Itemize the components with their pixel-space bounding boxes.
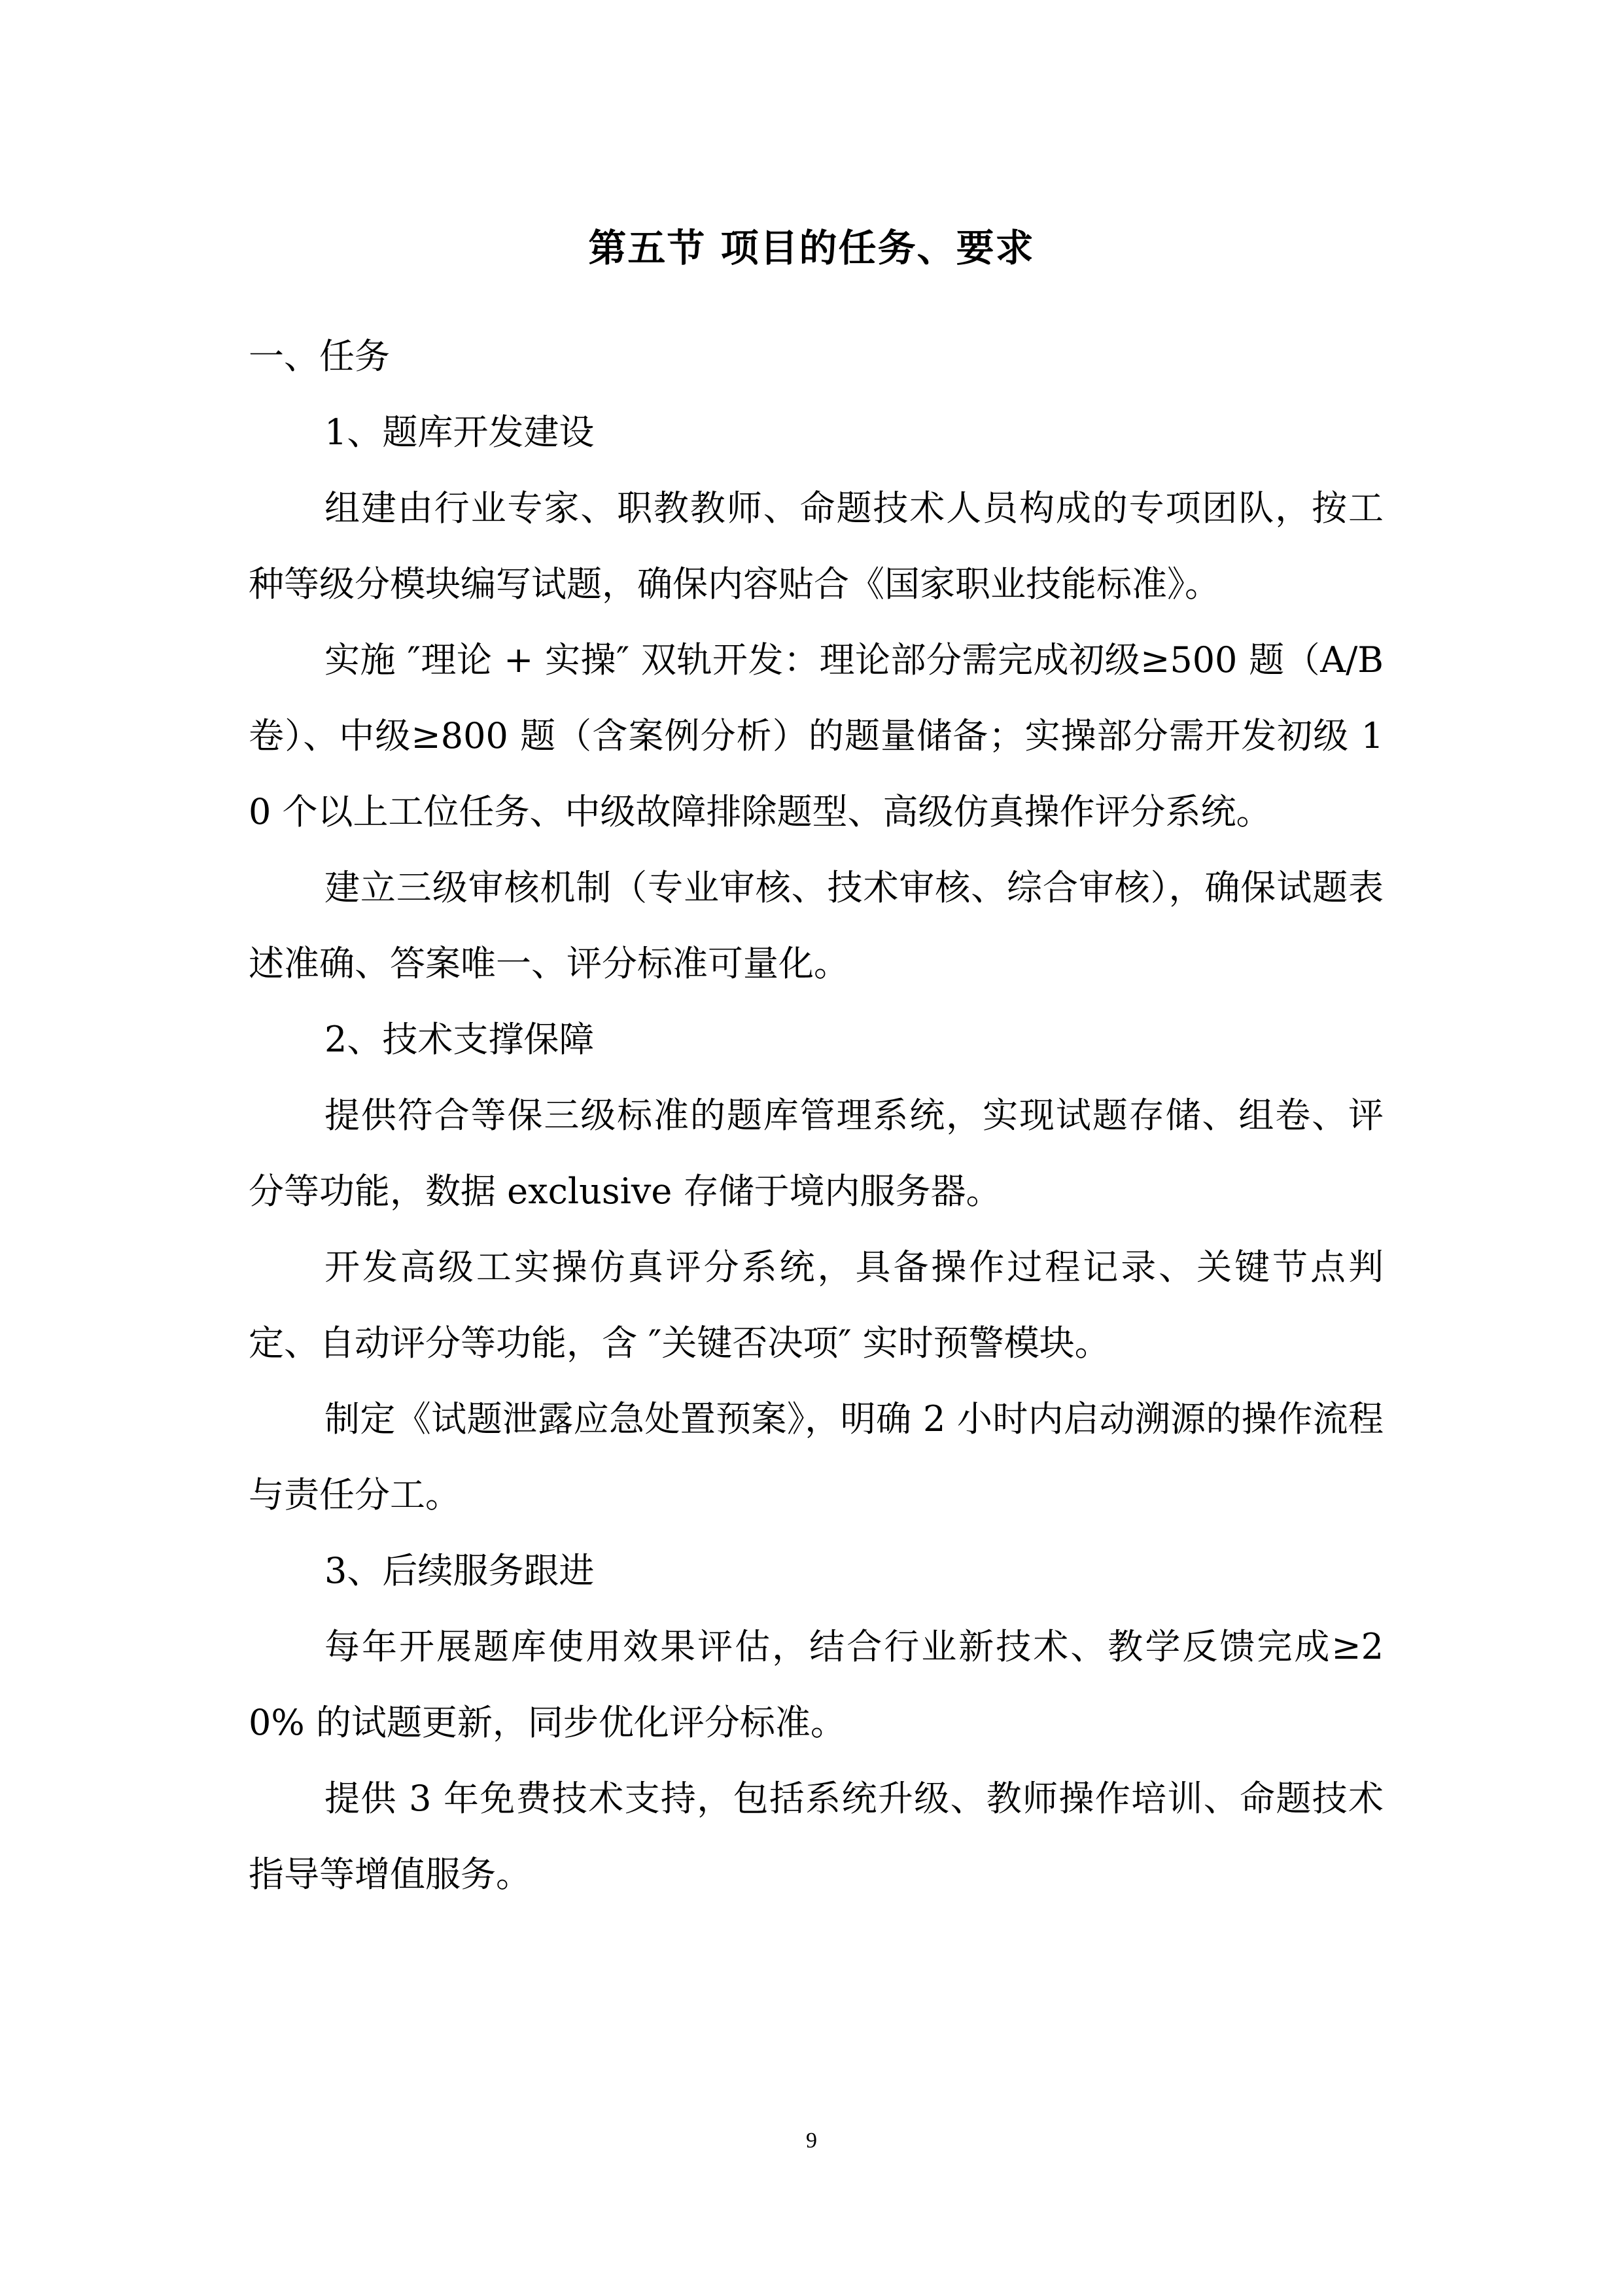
paragraph-review-mechanism: 建立三级审核机制（专业审核、技术审核、综合审核），确保试题表述准确、答案唯一、评分标准可量化。 bbox=[249, 867, 1384, 984]
subheading-question-bank: 1、题库开发建设 bbox=[324, 412, 595, 453]
document-body bbox=[249, 319, 1384, 1913]
subheading-follow-up-service: 3、后续服务跟进 bbox=[324, 1550, 595, 1591]
page-title: 第五节 项目的任务、要求 bbox=[588, 225, 1035, 270]
paragraph-technical-support: 提供 3 年免费技术支持，包括系统升级、教师操作培训、命题技术指导等增值服务。 bbox=[249, 1778, 1384, 1895]
paragraph-dual-track: 实施 ″理论 + 实操″ 双轨开发：理论部分需完成初级≥500 题（A/B 卷）、中级≥800 题（含案例分析）的题量储备；实操部分需开发初级 10 个以上工位任务、中级故障排除题型、高级仿真操作评分系统。 bbox=[249, 639, 1384, 832]
paragraph-simulation-system: 开发高级工实操仿真评分系统，具备操作过程记录、关键节点判定、自动评分等功能，含 ″关键否决项″ 实时预警模块。 bbox=[249, 1246, 1384, 1364]
paragraph-team: 组建由行业专家、职教教师、命题技术人员构成的专项团队，按工种等级分模块编写试题，确保内容贴合《国家职业技能标准》。 bbox=[249, 487, 1384, 605]
paragraph-annual-evaluation: 每年开展题库使用效果评估，结合行业新技术、教学反馈完成≥20% 的试题更新，同步优化评分标准。 bbox=[249, 1626, 1384, 1743]
paragraph-emergency-plan: 制定《试题泄露应急处置预案》，明确 2 小时内启动溯源的操作流程与责任分工。 bbox=[249, 1398, 1384, 1515]
page-number: 9 bbox=[806, 2128, 817, 2153]
paragraph-management-system: 提供符合等保三级标准的题库管理系统，实现试题存储、组卷、评分等功能，数据 exclusive 存储于境内服务器。 bbox=[249, 1095, 1384, 1212]
section-heading-tasks: 一、任务 bbox=[249, 336, 390, 377]
subheading-technical-support: 2、技术支撑保障 bbox=[324, 1019, 595, 1060]
